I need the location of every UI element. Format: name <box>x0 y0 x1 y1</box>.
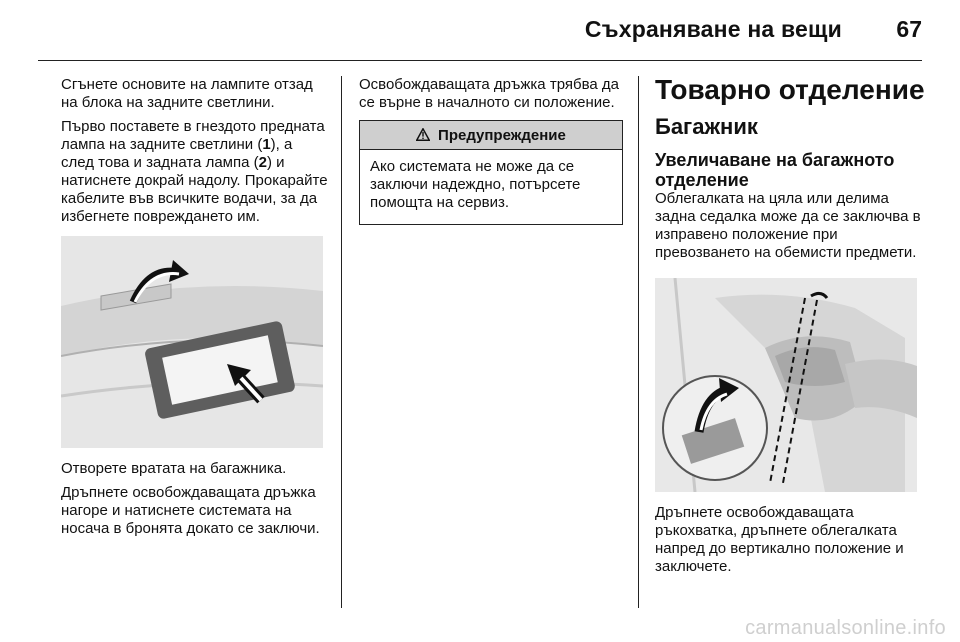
column-3 <box>655 76 925 582</box>
illustration-tail-light <box>61 236 323 448</box>
paragraph: Отворете вратата на багажника. <box>61 460 287 477</box>
watermark: carmanualsonline.info <box>745 617 946 639</box>
paragraph: Първо поставете в гнездото предната лампа на задните светлини (1), а след това и задната лампа (2) и натиснете докрай надолу. Прокарайте кабелите във всичките водачи, за да избегнете повреждането им. <box>61 118 328 225</box>
column-divider <box>638 76 639 608</box>
page-number: 67 <box>896 16 922 42</box>
warning-box <box>359 120 623 225</box>
warning-text: Ако системата не може да се заключи надеждно, потърсете помощта на сервиз. <box>370 158 581 211</box>
header-divider <box>38 60 922 61</box>
column-divider <box>341 76 342 608</box>
heading-trunk: Багажник <box>655 114 758 139</box>
heading-enlarge-trunk: Увеличаване на багажното отделение <box>655 150 895 190</box>
figure-rear-seat <box>655 278 917 492</box>
heading-cargo-compartment: Товарно отделение <box>655 74 925 105</box>
paragraph: Освобождаващата дръжка трябва да се върне в началното си положение. <box>359 76 619 111</box>
paragraph: Облегалката на цяла или делима задна седалка може да се заключва в изправено положение при превозването на обемисти предмети. <box>655 190 921 261</box>
paragraph: Дръпнете освобождаващата дръжка нагоре и натиснете системата на носача в бронята докато се заключи. <box>61 484 320 537</box>
page-header <box>0 0 960 62</box>
figure-tail-light-carrier <box>61 236 323 448</box>
column-1 <box>61 76 329 544</box>
warning-header <box>360 121 622 150</box>
paragraph: Сгънете основите на лампите отзад на блока на задните светлини. <box>61 76 313 111</box>
paragraph: Дръпнете освобождаващата ръкохватка, дръпнете облегалката напред до вертикално положение и заключете. <box>655 504 904 575</box>
section-title: Съхраняване на вещи <box>584 16 842 42</box>
callout-number: 1 <box>262 136 271 153</box>
warning-triangle-icon <box>416 127 434 143</box>
column-2 <box>359 76 624 225</box>
warning-title: Предупреждение <box>438 127 566 144</box>
illustration-rear-seat <box>655 278 917 492</box>
callout-number: 2 <box>258 154 267 171</box>
